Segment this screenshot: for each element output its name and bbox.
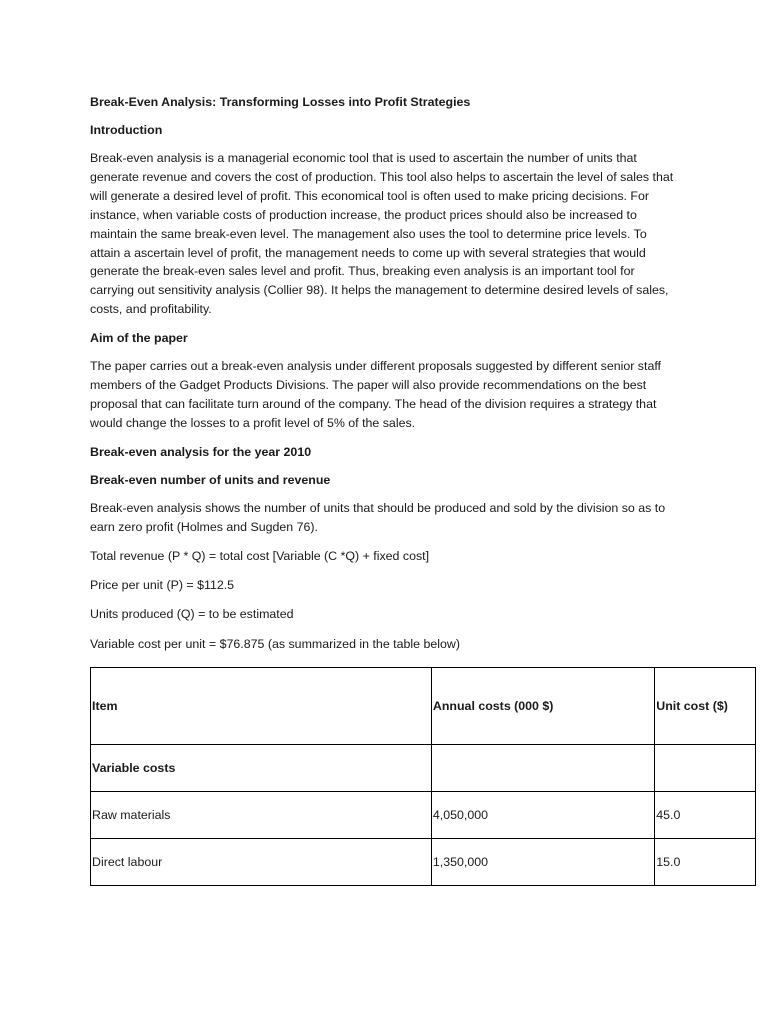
table-row [91, 839, 756, 886]
row-unit: 45.0 [655, 792, 756, 839]
section-empty-annual [431, 745, 654, 792]
header-item: Item [91, 668, 432, 745]
section-empty-unit [655, 745, 756, 792]
document-body [90, 93, 680, 664]
variable-costs-table [90, 667, 756, 886]
header-unit-cost: Unit cost ($) [655, 668, 756, 745]
aim-paragraph: The paper carries out a break-even analysis under different proposals suggested by different senior staff members of the Gadget Products Divisions. The paper will also provide recommendations on the best proposal that can facilitate turn around of the company. The head of the division requires a strategy that would change the losses to a profit level of 5% of the sales. [90, 359, 661, 430]
formula-line: Total revenue (P * Q) = total cost [Variable (C *Q) + fixed cost] [90, 548, 430, 563]
row-unit: 15.0 [655, 839, 756, 886]
section-label: Variable costs [91, 745, 432, 792]
units-heading: Break-even number of units and revenue [90, 472, 331, 487]
header-annual-costs: Annual costs (000 $) [431, 668, 654, 745]
introduction-heading: Introduction [90, 123, 163, 137]
price-line: Price per unit (P) = $112.5 [90, 578, 235, 592]
introduction-paragraph: Break-even analysis is a managerial economic tool that is used to ascertain the number of units that generate revenue and covers the cost of production. This tool also helps to ascertain the level of sales that will generate a desired level of profit. This economical tool is often used to make pricing decisions. For instance, when variable costs of production increase, the product prices should also be increased to maintain the same break-even level. The management also uses the tool to determine price levels. To attain a ascertain level of profit, the management needs to come up with several strategies that would generate the break-even sales level and profit. Thus, breaking even analysis is an important tool for carrying out sensitivity analysis (Collier 98). It helps the management to determine desired levels of sales, costs, and profitability. [90, 151, 674, 317]
table-section-row [91, 745, 756, 792]
table-row [91, 792, 756, 839]
units-line: Units produced (Q) = to be estimated [90, 607, 294, 622]
aim-heading: Aim of the paper [90, 331, 188, 346]
table-header-row [91, 668, 756, 745]
row-annual: 4,050,000 [431, 792, 654, 839]
variable-cost-line: Variable cost per unit = $76.875 (as summarized in the table below) [90, 636, 460, 651]
document-title: Break-Even Analysis: Transforming Losses into Profit Strategies [90, 95, 471, 109]
analysis-heading: Break-even analysis for the year 2010 [90, 444, 312, 459]
units-paragraph: Break-even analysis shows the number of units that should be produced and sold by the division so as to earn zero profit (Holmes and Sugden 76). [90, 500, 666, 534]
row-annual: 1,350,000 [431, 839, 654, 886]
row-item: Raw materials [91, 792, 432, 839]
row-item: Direct labour [91, 839, 432, 886]
